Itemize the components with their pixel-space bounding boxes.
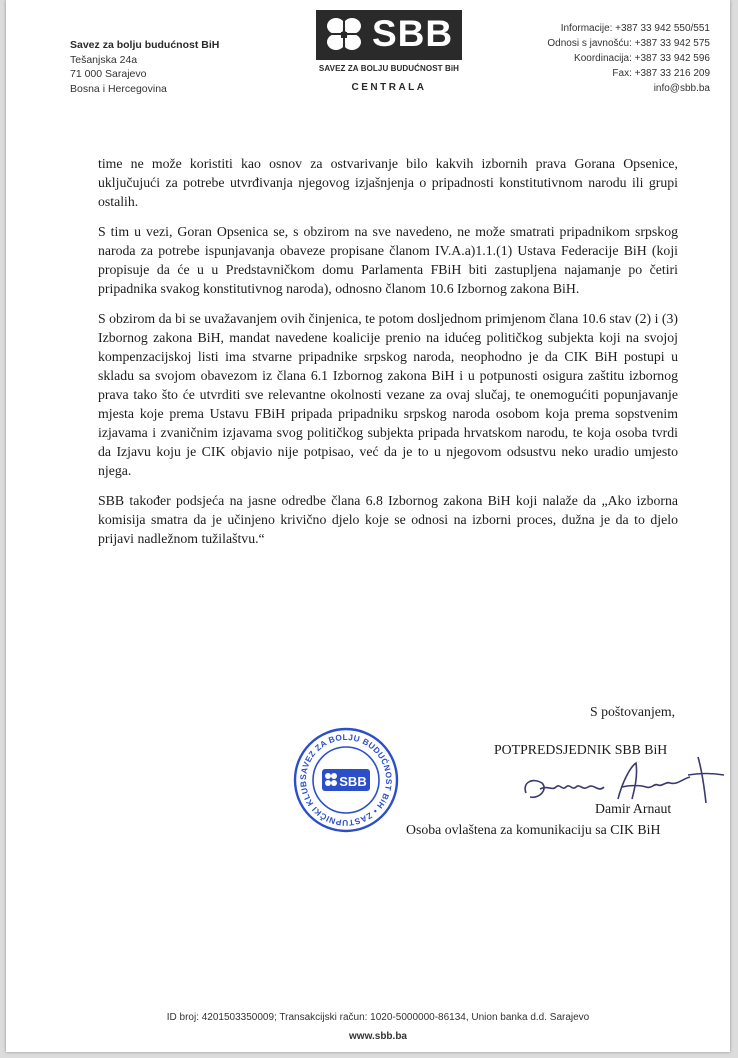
body-paragraph: S obzirom da bi se uvažavanjem ovih činjenica, te potom dosljednom primjenom člana 10.6 stav (2) i (3) Izbornog zakona BiH, mandat navedene koalicije prenio na idućeg političkog subjekta koji na svojoj kompenzacijskoj listi ima stvarne pripadnike srpskog naroda, neophodno je da CIK BiH postupi u skladu sa svojom obavezom iz člana 6.1 Izbornog zakona BiH i u potpunosti osigura zaštitu izbornog prava tako što će utvrditi sve relevantne okolnosti vezane za ovaj slučaj, te onemogućiti popunjavanje mjesta koje prema Ustavu FBiH pripada pripadniku srpskog naroda osobom koja prema sopstvenim izjavama i zvaničnim izjavama svog političkog subjekta pripada hrvatskom narodu, te koja osoba tvrdi da Izjavu koju je CIK objavio nije potpisao, već da je to u njegovom odsustvu neko uradio umjesto njega. bbox=[98, 311, 678, 478]
logo-brand: SBB bbox=[372, 13, 454, 54]
stamp-brand: SBB bbox=[339, 774, 367, 789]
contact-email: info@sbb.ba bbox=[653, 83, 710, 94]
footer-ids: ID broj: 4201503350009; Transakcijski račun: 1020-5000000-86134, Union banka d.d. Sarajevo bbox=[166, 1012, 590, 1023]
signer-role: POTPREDSJEDNIK SBB BiH bbox=[494, 742, 668, 757]
org-name: Savez za bolju budućnost BiH bbox=[70, 39, 220, 51]
logo-box bbox=[316, 10, 462, 60]
contact-line: Odnosi s javnošću: +387 33 942 575 bbox=[547, 38, 710, 49]
sbb-logo bbox=[316, 10, 466, 105]
body-paragraph: S tim u vezi, Goran Opsenica se, s obzirom na sve navedeno, ne može smatrati pripadnikom srpskog naroda za potrebe ispunjavanja obaveze propisane članom IV.A.a)1.1.(1) Ustava Federacije BiH (koji propisuje da će u u Predstavničkom domu Parlamenta FBiH biti zastupljena najamanje po četiri pripadnika svakog konstitutivnog naroda), odnosno članom 10.6 Izbornog zakona BiH. bbox=[98, 224, 678, 296]
letter-page bbox=[6, 0, 730, 1052]
footer-website[interactable]: www.sbb.ba bbox=[349, 1031, 407, 1042]
official-stamp bbox=[291, 725, 401, 835]
body-paragraph: SBB također podsjeća na jasne odredbe člana 6.8 Izbornog zakona BiH koji nalaže da „Ako izborna komisija smatra da je učinjeno krivično djelo koje se odnosi na izborni proces, dužna je da to djelo prijavi nadležnom tužilaštvu.“ bbox=[98, 493, 678, 546]
letter-body bbox=[98, 154, 678, 559]
address-line: 71 000 Sarajevo bbox=[70, 68, 147, 80]
address-line: Tešanjska 24a bbox=[70, 53, 138, 66]
contact-line: Koordinacija: +387 33 942 596 bbox=[574, 53, 710, 64]
logo-office: CENTRALA bbox=[351, 82, 427, 93]
signer-title: Osoba ovlaštena za komunikaciju sa CIK BiH bbox=[406, 822, 661, 837]
contact-line: Fax: +387 33 216 209 bbox=[612, 68, 710, 79]
address-line: Bosna i Hercegovina bbox=[70, 82, 167, 95]
sender-address bbox=[70, 38, 300, 96]
signer-name: Damir Arnaut bbox=[595, 801, 672, 816]
stamp-circle-text: SAVEZ ZA BOLJU BUDUĆNOST BiH • ZASTUPNIČKI KLUB bbox=[297, 731, 395, 829]
closing-salutation: S poštovanjem, bbox=[590, 704, 676, 719]
logo-subtitle: SAVEZ ZA BOLJU BUDUĆNOST BiH bbox=[318, 64, 460, 73]
contact-block bbox=[490, 21, 710, 96]
clover-icon bbox=[322, 14, 366, 56]
contact-line: Informacije: +387 33 942 550/551 bbox=[560, 23, 710, 34]
body-paragraph: time ne može koristiti kao osnov za ostvarivanje bilo kakvih izbornih prava Gorana Opsenice, uključujući za potrebe utvrđivanja njegovog izjašnjenja o pripadnosti konstitutivnom narodu ili grupi ostalih. bbox=[98, 156, 678, 209]
